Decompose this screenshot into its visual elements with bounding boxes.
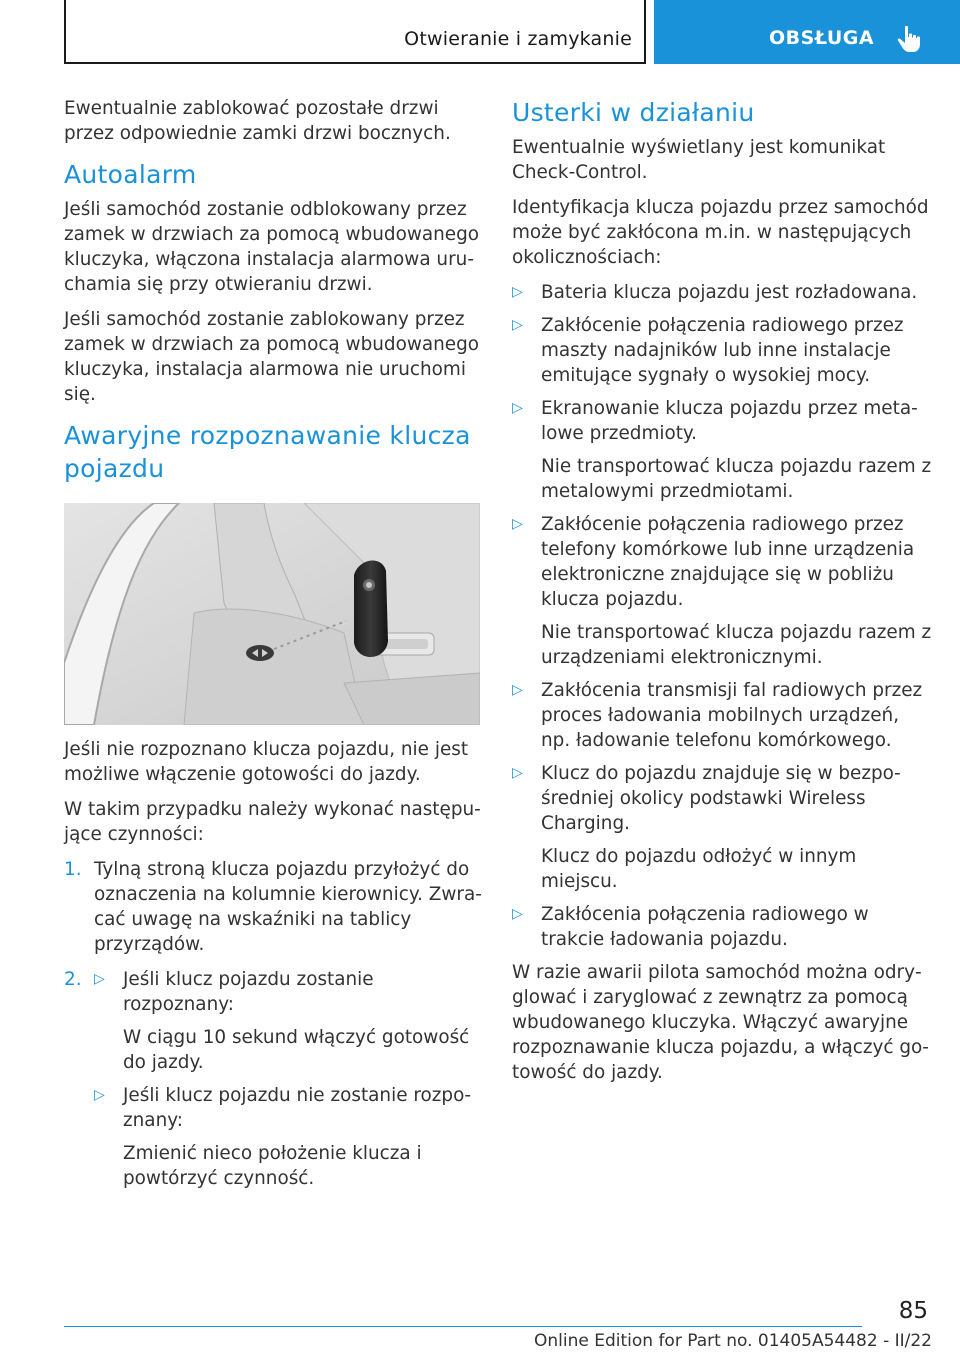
triangle-bullet-icon: ▷: [512, 284, 523, 300]
bullet-text: Zakłócenie połączenia radiowego przez telefony komórkowe lub inne urządzenia elektroniczne znajdujące się w pobliżu klucza pojazdu.: [541, 514, 915, 610]
list-item: [64, 857, 484, 957]
autoalarm-heading: Autoalarm: [64, 160, 197, 189]
list-item: [512, 396, 932, 504]
list-item: [512, 313, 932, 388]
sub-bullet-text: Jeśli klucz pojazdu zostanie rozpoznany:: [123, 969, 374, 1015]
obsluga-tab[interactable]: [654, 0, 960, 64]
sub-bullet-text: Jeśli klucz pojazdu nie zostanie rozpoznany:: [123, 1085, 471, 1131]
step-number: 2.: [64, 969, 82, 990]
emergency-recognition-heading: Awaryjne rozpoznawanie klucza pojazdu: [64, 421, 471, 483]
sub-bullet-detail: Zmienić nieco położenie klucza i powtórzyć czynność.: [123, 1143, 422, 1189]
bullet-text: Zakłócenia połączenia radiowego w trakcie ładowania pojazdu.: [541, 904, 869, 950]
step-number: 1.: [64, 859, 82, 880]
after-figure-paragraph-1: Jeśli nie rozpoznano klucza pojazdu, nie jest możliwe włączenie gotowości do jazdy.: [64, 739, 469, 785]
list-item: [512, 678, 932, 753]
right-column: [512, 96, 932, 1095]
step-text: Tylną stroną klucza pojazdu przyłożyć do oznaczenia na kolumnie kierownicy. Zwracać uwagę na wskaźniki na tablicy przyrządów.: [94, 859, 482, 955]
after-figure-paragraph-2: W takim przypadku należy wykonać następujące czynności:: [64, 799, 481, 845]
triangle-bullet-icon: ▷: [512, 682, 523, 698]
bullet-text: Zakłócenie połączenia radiowego przez maszty nadajników lub inne instalacje emitujące sygnały o wysokiej mocy.: [541, 315, 904, 386]
header-section-box: [64, 0, 646, 64]
bullet-text: Klucz do pojazdu znajduje się w bezpośredniej okolicy podstawki Wireless Charging.: [541, 763, 901, 834]
autoalarm-paragraph-2: Jeśli samochód zostanie zablokowany przez zamek w drzwiach za pomocą wbudowanego kluczyka, instalacja alarmowa nie uruchomi się.: [64, 309, 480, 405]
list-item: [512, 512, 932, 670]
triangle-bullet-icon: ▷: [512, 906, 523, 922]
intro-paragraph: Ewentualnie zablokować pozostałe drzwi przez odpowiednie zamki drzwi bocznych.: [64, 98, 451, 144]
autoalarm-paragraph-1: Jeśli samochód zostanie odblokowany przez zamek w drzwiach za pomocą wbudowanego kluczyka, włączona instalacja alarmowa uruchamia się przy otwieraniu drzwi.: [64, 199, 480, 295]
footer-divider: [64, 1326, 862, 1327]
bullet-note: Nie transportować klucza pojazdu razem z urządzeniami elektronicznymi.: [541, 622, 932, 668]
key-illustration: [64, 503, 480, 725]
triangle-bullet-icon: ▷: [512, 765, 523, 781]
section-title: Otwieranie i zamykanie: [404, 28, 632, 50]
bullet-note: Klucz do pojazdu odłożyć w innym miejscu.: [541, 846, 857, 892]
right-paragraph-1: Ewentualnie wyświetlany jest komunikat Check-Control.: [512, 137, 886, 183]
page-number: 85: [898, 1298, 928, 1324]
sub-bullet: [94, 967, 484, 1075]
triangle-bullet-icon: ▷: [512, 400, 523, 416]
steering-column-key-figure: [64, 503, 480, 725]
triangle-bullet-icon: ▷: [94, 971, 105, 987]
list-item: [512, 761, 932, 894]
triangle-bullet-icon: ▷: [94, 1087, 105, 1103]
bullet-text: Ekranowanie klucza pojazdu przez metalowe przedmioty.: [541, 398, 918, 444]
bullet-text: Zakłócenia transmisji fal radiowych przez proces ładowania mobilnych urządzeń, np. ładowanie telefonu komórkowego.: [541, 680, 923, 751]
closing-paragraph: W razie awarii pilota samochód można odryglować i zaryglować z zewnątrz za pomocą wbudowanego kluczyka. Włączyć awaryjne rozpoznawanie klucza pojazdu, a włączyć gotowość do jazdy.: [512, 962, 929, 1083]
sub-bullet: [94, 1083, 484, 1191]
tab-label: OBSŁUGA: [769, 27, 875, 49]
sub-bullet-detail: W ciągu 10 sekund włączyć gotowość do jazdy.: [123, 1027, 470, 1073]
triangle-bullet-icon: ▷: [512, 516, 523, 532]
list-item: [64, 967, 484, 1191]
steps-list: [64, 857, 484, 1191]
edition-footer: Online Edition for Part no. 01405A54482 - II/22: [533, 1331, 932, 1351]
bullet-note: Nie transportować klucza pojazdu razem z metalowymi przedmiotami.: [541, 456, 932, 502]
triangle-bullet-icon: ▷: [512, 317, 523, 333]
left-column: [64, 96, 484, 1201]
right-paragraph-2: Identyfikacja klucza pojazdu przez samochód może być zakłócona m.in. w następujących okolicznościach:: [512, 197, 929, 268]
hand-pointer-icon: [894, 24, 924, 54]
interference-list: [512, 280, 932, 952]
list-item: [512, 902, 932, 952]
list-item: [512, 280, 932, 305]
malfunctions-heading: Usterki w działaniu: [512, 98, 755, 127]
bullet-text: Bateria klucza pojazdu jest rozładowana.: [541, 282, 918, 303]
